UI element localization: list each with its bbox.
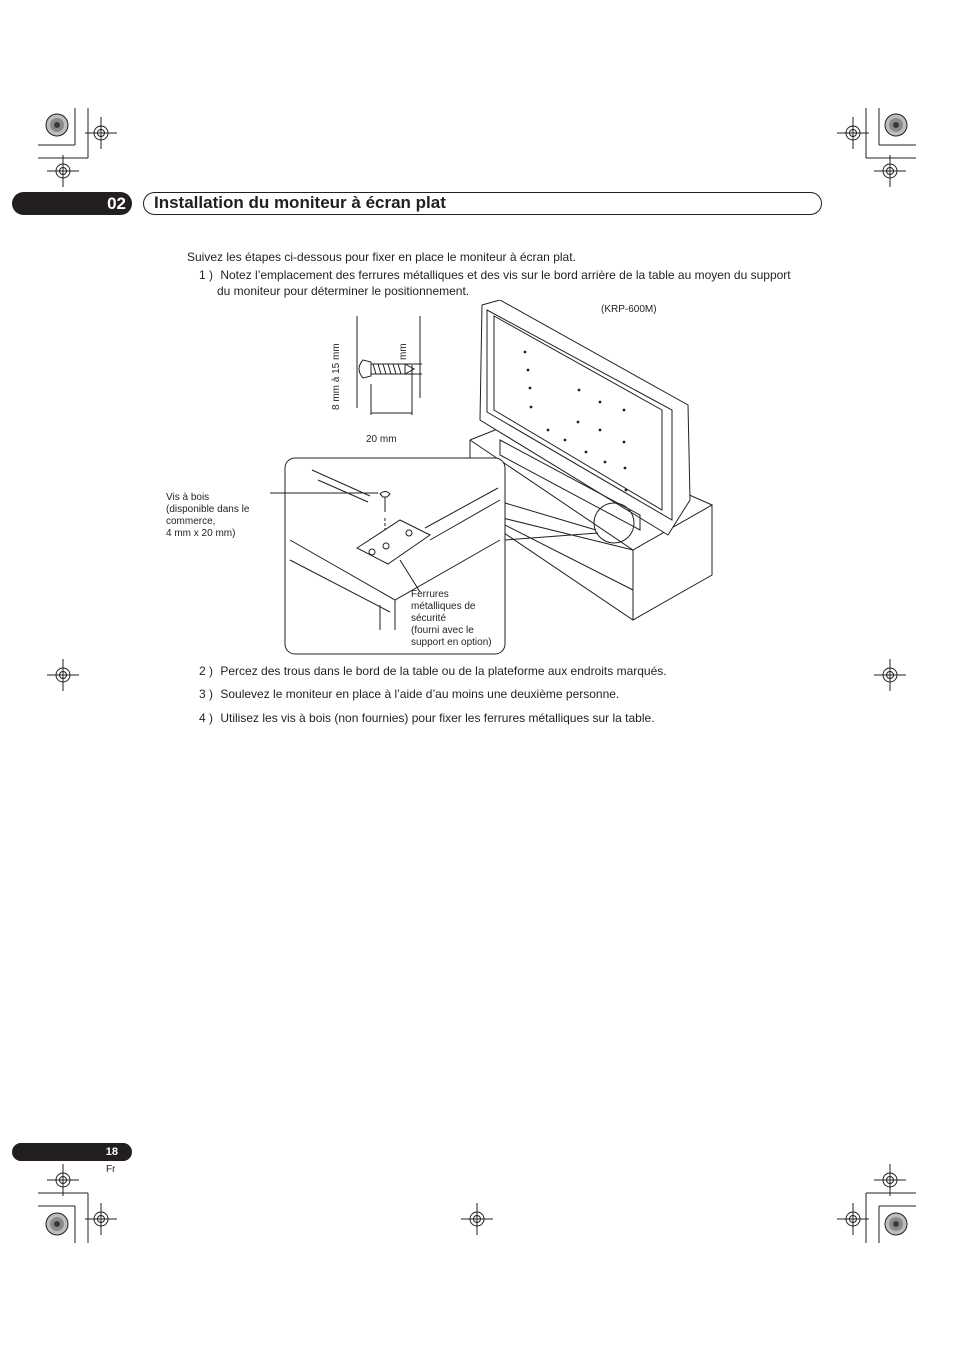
step-2-text: Percez des trous dans le bord de la table ou de la plateforme aux endroits marqués. xyxy=(220,664,667,678)
figure-dim-length: 20 mm xyxy=(366,434,397,445)
step-1-number: 1 ) xyxy=(199,268,214,282)
page-title: Installation du moniteur à écran plat xyxy=(154,193,446,212)
page-number: 18 xyxy=(105,1146,118,1158)
bracket-label-line: support en option) xyxy=(411,637,492,648)
step-1 xyxy=(199,268,791,283)
figure-dim-small: mm xyxy=(398,343,409,360)
step-3-text: Soulevez le moniteur en place à l’aide d’au moins une deuxième personne. xyxy=(220,687,620,701)
language-code: Fr xyxy=(106,1164,116,1175)
step-1-line-2: du moniteur pour déterminer le positionnement. xyxy=(217,284,470,298)
step-4-number: 4 ) xyxy=(199,711,214,725)
bracket-label-line: sécurité xyxy=(411,613,447,624)
step-2 xyxy=(199,664,667,679)
screw-label-line: 4 mm x 20 mm) xyxy=(166,528,236,539)
chapter-number-tab xyxy=(12,192,132,215)
intro-text: Suivez les étapes ci-dessous pour fixer en place le moniteur à écran plat. xyxy=(187,250,576,264)
screw-label-line: Vis à bois xyxy=(166,492,210,503)
figure-model-label: (KRP-600M) xyxy=(601,304,657,315)
chapter-number: 02 xyxy=(107,194,126,213)
step-4 xyxy=(199,711,655,726)
step-4-text: Utilisez les vis à bois (non fournies) pour fixer les ferrures métalliques sur la table. xyxy=(220,711,655,725)
bracket-label xyxy=(411,589,492,649)
screw-label-line: commerce, xyxy=(166,516,216,527)
step-2-number: 2 ) xyxy=(199,664,214,678)
step-3-number: 3 ) xyxy=(199,687,214,701)
bracket-label-line: (fourni avec le xyxy=(411,625,474,636)
figure-dim-vertical: 8 mm à 15 mm xyxy=(331,343,342,410)
bracket-label-line: métalliques de xyxy=(411,601,476,612)
screw-label xyxy=(166,492,249,540)
bracket-label-line: Ferrures xyxy=(411,589,449,600)
step-1-line-1: Notez l’emplacement des ferrures métalliques et des vis sur le bord arrière de la table au moyen du support xyxy=(220,268,791,282)
page-number-tab xyxy=(12,1143,132,1161)
step-3 xyxy=(199,687,619,702)
screw-label-line: (disponible dans le xyxy=(166,504,250,515)
